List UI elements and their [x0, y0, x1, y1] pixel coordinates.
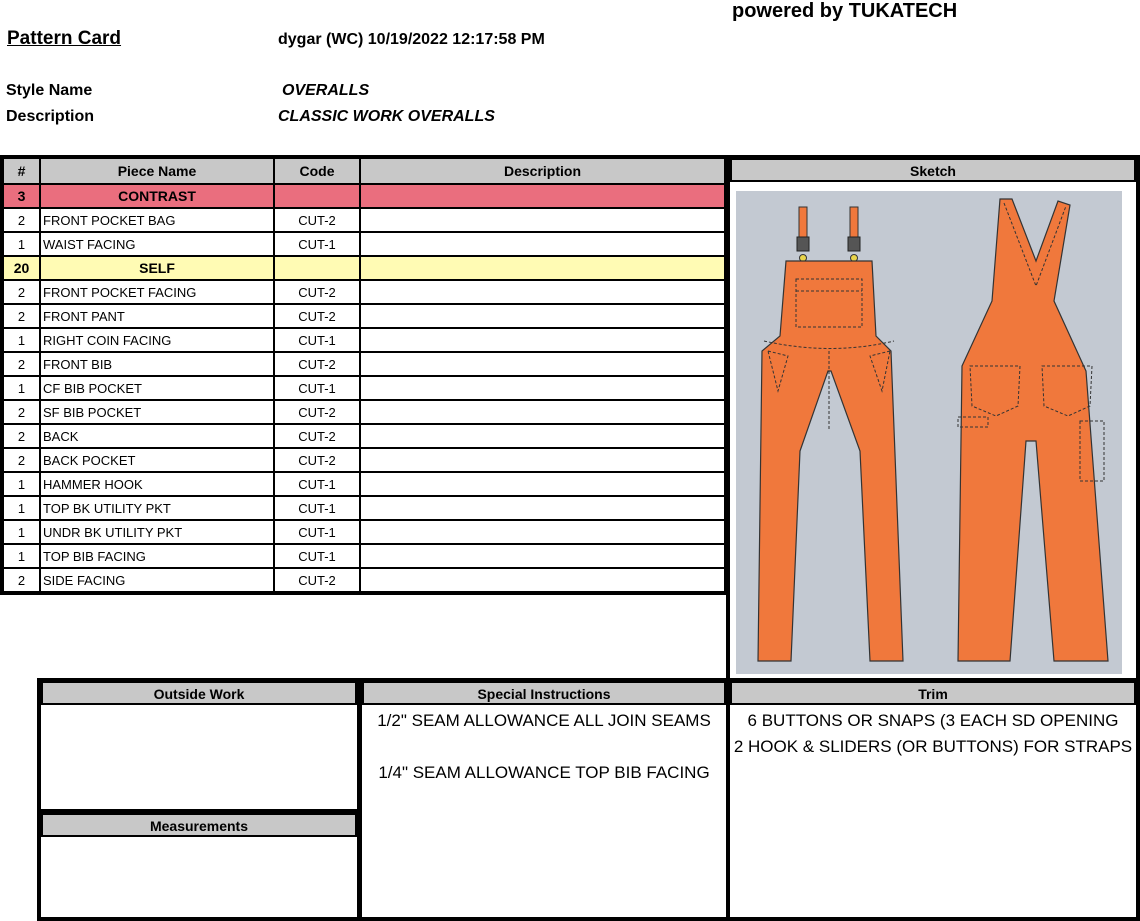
trim-header: Trim: [730, 681, 1136, 705]
row-code: CUT-2: [274, 448, 360, 472]
group-description: [360, 184, 726, 208]
group-name: SELF: [40, 256, 274, 280]
row-code: CUT-1: [274, 496, 360, 520]
row-description: [360, 400, 726, 424]
table-header-row: [2, 157, 726, 184]
group-row-contrast: [2, 184, 726, 208]
row-qty: 1: [2, 520, 40, 544]
table-row: [2, 232, 726, 256]
group-code: [274, 256, 360, 280]
sketch-header: Sketch: [730, 158, 1136, 182]
column-header-code: Code: [274, 157, 360, 184]
table-row: [2, 568, 726, 593]
row-description: [360, 280, 726, 304]
row-description: [360, 232, 726, 256]
row-code: CUT-1: [274, 232, 360, 256]
table-row: [2, 424, 726, 448]
group-row-self: [2, 256, 726, 280]
row-qty: 2: [2, 448, 40, 472]
row-code: CUT-2: [274, 400, 360, 424]
row-qty: 2: [2, 280, 40, 304]
row-description: [360, 208, 726, 232]
row-piece-name: SF BIB POCKET: [40, 400, 274, 424]
row-code: CUT-2: [274, 568, 360, 593]
powered-by: powered by TUKATECH: [732, 0, 958, 22]
row-code: CUT-2: [274, 304, 360, 328]
table-row: [2, 328, 726, 352]
row-code: CUT-1: [274, 520, 360, 544]
row-piece-name: UNDR BK UTILITY PKT: [40, 520, 274, 544]
row-piece-name: HAMMER HOOK: [40, 472, 274, 496]
table-row: [2, 472, 726, 496]
row-code: CUT-2: [274, 280, 360, 304]
group-count: 3: [2, 184, 40, 208]
row-qty: 2: [2, 352, 40, 376]
table-row: [2, 400, 726, 424]
table-row: [2, 304, 726, 328]
row-piece-name: FRONT BIB: [40, 352, 274, 376]
row-piece-name: BACK: [40, 424, 274, 448]
description-value: CLASSIC WORK OVERALLS: [278, 108, 495, 125]
row-description: [360, 328, 726, 352]
special-instruction-line-1: 1/2" SEAM ALLOWANCE ALL JOIN SEAMS: [377, 711, 711, 730]
column-header-qty: #: [2, 157, 40, 184]
right-strap-slider: [848, 237, 860, 251]
table-row: [2, 448, 726, 472]
style-name-value: OVERALLS: [282, 82, 370, 99]
row-piece-name: FRONT POCKET BAG: [40, 208, 274, 232]
row-code: CUT-2: [274, 424, 360, 448]
table-row: [2, 376, 726, 400]
row-description: [360, 496, 726, 520]
special-instruction-line-2: 1/4" SEAM ALLOWANCE TOP BIB FACING: [378, 763, 710, 782]
row-description: [360, 424, 726, 448]
row-description: [360, 520, 726, 544]
row-qty: 1: [2, 232, 40, 256]
row-description: [360, 376, 726, 400]
style-name-label: Style Name: [6, 82, 93, 99]
row-description: [360, 472, 726, 496]
row-piece-name: SIDE FACING: [40, 568, 274, 593]
table-row: [2, 520, 726, 544]
table-row: [2, 352, 726, 376]
group-description: [360, 256, 726, 280]
table-row: [2, 496, 726, 520]
row-piece-name: RIGHT COIN FACING: [40, 328, 274, 352]
row-qty: 1: [2, 376, 40, 400]
trim-line-1: 6 BUTTONS OR SNAPS (3 EACH SD OPENING: [747, 711, 1119, 730]
page-title: Pattern Card: [7, 28, 122, 49]
trim-line-2: 2 HOOK & SLIDERS (OR BUTTONS) FOR STRAPS: [733, 737, 1133, 756]
row-qty: 1: [2, 328, 40, 352]
overalls-sketch: [736, 191, 1122, 674]
row-description: [360, 448, 726, 472]
row-piece-name: CF BIB POCKET: [40, 376, 274, 400]
row-description: [360, 352, 726, 376]
column-header-description: Description: [360, 157, 726, 184]
row-code: CUT-2: [274, 208, 360, 232]
row-piece-name: WAIST FACING: [40, 232, 274, 256]
pieces-table: [0, 155, 728, 595]
row-piece-name: FRONT PANT: [40, 304, 274, 328]
row-code: CUT-1: [274, 472, 360, 496]
row-qty: 1: [2, 472, 40, 496]
row-qty: 2: [2, 424, 40, 448]
measurements-header: Measurements: [41, 813, 357, 837]
row-code: CUT-2: [274, 352, 360, 376]
row-piece-name: FRONT POCKET FACING: [40, 280, 274, 304]
special-instructions-header: Special Instructions: [362, 681, 726, 705]
description-label: Description: [6, 108, 95, 125]
outside-work-header: Outside Work: [41, 681, 357, 705]
row-qty: 2: [2, 400, 40, 424]
row-qty: 1: [2, 544, 40, 568]
group-count: 20: [2, 256, 40, 280]
row-piece-name: TOP BK UTILITY PKT: [40, 496, 274, 520]
left-strap-slider: [797, 237, 809, 251]
row-code: CUT-1: [274, 544, 360, 568]
row-piece-name: TOP BIB FACING: [40, 544, 274, 568]
column-header-piece-name: Piece Name: [40, 157, 274, 184]
row-description: [360, 568, 726, 593]
row-piece-name: BACK POCKET: [40, 448, 274, 472]
group-name: CONTRAST: [40, 184, 274, 208]
row-description: [360, 304, 726, 328]
table-row: [2, 208, 726, 232]
row-qty: 2: [2, 568, 40, 593]
row-qty: 2: [2, 208, 40, 232]
table-row: [2, 280, 726, 304]
row-code: CUT-1: [274, 328, 360, 352]
row-qty: 2: [2, 304, 40, 328]
row-description: [360, 544, 726, 568]
group-code: [274, 184, 360, 208]
table-row: [2, 544, 726, 568]
row-qty: 1: [2, 496, 40, 520]
author-line: dygar (WC) 10/19/2022 12:17:58 PM: [278, 31, 545, 48]
row-code: CUT-1: [274, 376, 360, 400]
